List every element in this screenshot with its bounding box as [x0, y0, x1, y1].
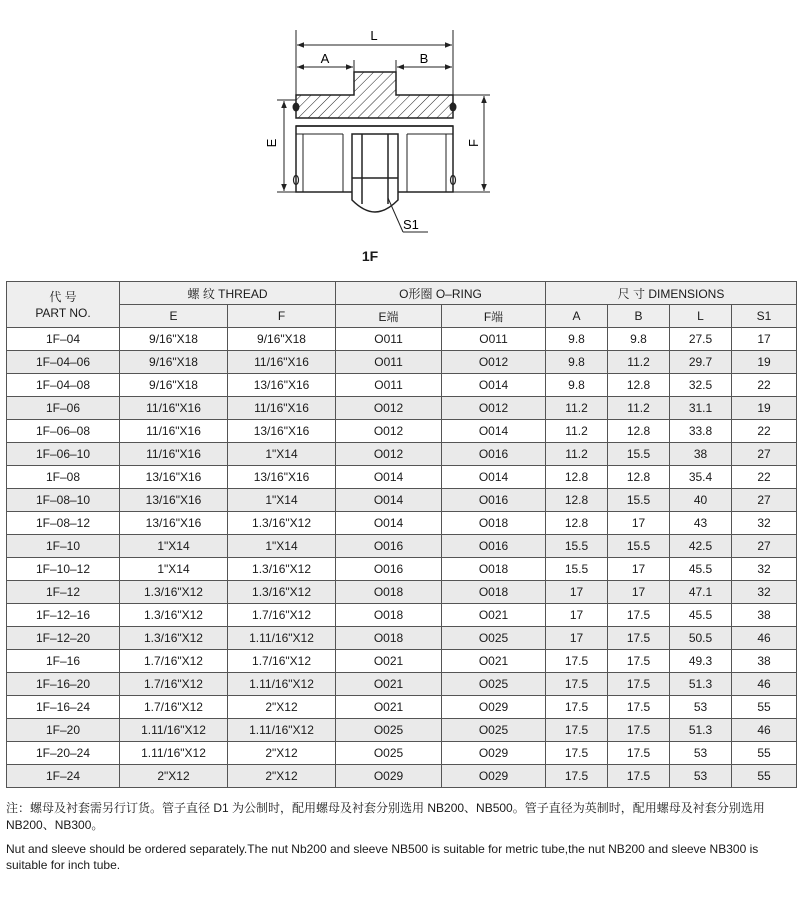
cell-thread-f: 2"X12 [228, 765, 336, 788]
cell-dim-a: 17 [546, 627, 608, 650]
label-f: F [466, 139, 481, 147]
cell-thread-e: 1.3/16"X12 [120, 604, 228, 627]
cell-oring-f: O029 [442, 765, 546, 788]
cell-dim-a: 12.8 [546, 489, 608, 512]
cell-oring-e: O016 [336, 558, 442, 581]
cell-dim-s1: 55 [732, 696, 797, 719]
table-row [7, 328, 797, 351]
cell-thread-f: 1.7/16"X12 [228, 604, 336, 627]
fitting-drawing [0, 0, 800, 278]
cell-dim-b: 17 [608, 512, 670, 535]
table-row [7, 627, 797, 650]
cell-dim-s1: 46 [732, 673, 797, 696]
cell-oring-e: O025 [336, 719, 442, 742]
cell-oring-f: O025 [442, 673, 546, 696]
cell-oring-f: O014 [442, 420, 546, 443]
cell-dim-a: 17.5 [546, 765, 608, 788]
table-row [7, 512, 797, 535]
cell-dim-a: 17.5 [546, 742, 608, 765]
cell-part-no: 1F–08 [7, 466, 120, 489]
cell-dim-a: 12.8 [546, 512, 608, 535]
cell-oring-f: O014 [442, 374, 546, 397]
cell-part-no: 1F–10–12 [7, 558, 120, 581]
cell-thread-f: 11/16"X16 [228, 351, 336, 374]
cell-dim-l: 45.5 [670, 558, 732, 581]
cell-dim-s1: 32 [732, 558, 797, 581]
cell-oring-e: O016 [336, 535, 442, 558]
cell-thread-f: 1.11/16"X12 [228, 719, 336, 742]
cell-dim-s1: 19 [732, 351, 797, 374]
cell-dim-a: 17.5 [546, 673, 608, 696]
header-sub-s1: S1 [732, 305, 797, 328]
cell-dim-s1: 17 [732, 328, 797, 351]
cell-thread-f: 13/16"X16 [228, 466, 336, 489]
cell-dim-a: 9.8 [546, 374, 608, 397]
cell-dim-s1: 22 [732, 374, 797, 397]
header-sub-a: A [546, 305, 608, 328]
cell-part-no: 1F–04–06 [7, 351, 120, 374]
cell-dim-b: 11.2 [608, 351, 670, 374]
cell-dim-b: 12.8 [608, 374, 670, 397]
cell-dim-s1: 55 [732, 765, 797, 788]
cell-part-no: 1F–08–12 [7, 512, 120, 535]
label-l: L [370, 28, 378, 43]
cell-oring-f: O018 [442, 581, 546, 604]
label-s1: S1 [403, 217, 419, 232]
note-chinese: 注：螺母及衬套需另行订货。管子直径 D1 为公制时，配用螺母及衬套分别选用 NB200、NB500。管子直径为英制时，配用螺母及衬套分别选用NB200、NB300。 [6, 801, 765, 832]
cell-thread-f: 13/16"X16 [228, 374, 336, 397]
cell-thread-f: 1.3/16"X12 [228, 558, 336, 581]
header-sub-f: F [228, 305, 336, 328]
table-row [7, 420, 797, 443]
cell-dim-l: 47.1 [670, 581, 732, 604]
cell-part-no: 1F–24 [7, 765, 120, 788]
cell-dim-b: 9.8 [608, 328, 670, 351]
cell-dim-l: 53 [670, 696, 732, 719]
cell-oring-f: O016 [442, 443, 546, 466]
cell-thread-f: 1.3/16"X12 [228, 581, 336, 604]
cell-part-no: 1F–06–10 [7, 443, 120, 466]
cell-oring-f: O025 [442, 627, 546, 650]
cell-oring-e: O012 [336, 397, 442, 420]
cell-oring-e: O029 [336, 765, 442, 788]
cell-oring-f: O018 [442, 512, 546, 535]
cell-oring-e: O011 [336, 328, 442, 351]
cell-thread-e: 1.11/16"X12 [120, 742, 228, 765]
cell-thread-e: 1.7/16"X12 [120, 650, 228, 673]
cell-thread-f: 9/16"X18 [228, 328, 336, 351]
header-sub-e: E [120, 305, 228, 328]
cell-dim-a: 17.5 [546, 650, 608, 673]
label-e: E [264, 138, 279, 148]
cell-dim-l: 31.1 [670, 397, 732, 420]
cell-oring-f: O029 [442, 696, 546, 719]
cell-oring-f: O011 [442, 328, 546, 351]
cell-thread-e: 13/16"X16 [120, 512, 228, 535]
header-thread: 螺 纹 THREAD [120, 282, 336, 305]
cell-oring-e: O018 [336, 627, 442, 650]
cell-oring-f: O012 [442, 397, 546, 420]
cell-dim-b: 17.5 [608, 742, 670, 765]
cell-oring-f: O029 [442, 742, 546, 765]
table-row [7, 443, 797, 466]
cell-dim-b: 17.5 [608, 650, 670, 673]
note-english: Nut and sleeve should be ordered separately.The nut Nb200 and sleeve NB500 is suitable for metric tube,the nut NB200 and sleeve NB300 is suitable for inch tube. [6, 842, 759, 872]
cell-dim-l: 50.5 [670, 627, 732, 650]
table-row [7, 581, 797, 604]
cell-dim-b: 17.5 [608, 627, 670, 650]
table-row [7, 696, 797, 719]
cell-oring-f: O014 [442, 466, 546, 489]
cell-oring-e: O014 [336, 466, 442, 489]
header-sub-l: L [670, 305, 732, 328]
cell-part-no: 1F–04 [7, 328, 120, 351]
cell-dim-s1: 38 [732, 650, 797, 673]
cell-oring-f: O021 [442, 650, 546, 673]
cell-dim-b: 17 [608, 558, 670, 581]
cell-part-no: 1F–04–08 [7, 374, 120, 397]
table-row [7, 719, 797, 742]
header-part-en: PART NO. [35, 305, 91, 320]
cell-dim-a: 17 [546, 604, 608, 627]
cell-dim-s1: 27 [732, 489, 797, 512]
cell-thread-e: 1.7/16"X12 [120, 696, 228, 719]
cell-dim-l: 33.8 [670, 420, 732, 443]
cell-dim-l: 42.5 [670, 535, 732, 558]
cell-dim-a: 11.2 [546, 397, 608, 420]
cell-thread-f: 1.3/16"X12 [228, 512, 336, 535]
cell-thread-e: 9/16"X18 [120, 374, 228, 397]
cell-thread-e: 1.7/16"X12 [120, 673, 228, 696]
cell-oring-f: O018 [442, 558, 546, 581]
cell-thread-e: 1.3/16"X12 [120, 627, 228, 650]
cell-thread-f: 1"X14 [228, 443, 336, 466]
cell-oring-e: O014 [336, 489, 442, 512]
cell-thread-e: 1"X14 [120, 558, 228, 581]
cell-dim-b: 17.5 [608, 673, 670, 696]
cell-thread-f: 1.11/16"X12 [228, 627, 336, 650]
cell-part-no: 1F–06–08 [7, 420, 120, 443]
cell-thread-e: 1.11/16"X12 [120, 719, 228, 742]
cell-dim-s1: 22 [732, 420, 797, 443]
cell-dim-a: 17.5 [546, 696, 608, 719]
cell-dim-s1: 27 [732, 535, 797, 558]
cell-dim-a: 12.8 [546, 466, 608, 489]
cell-part-no: 1F–08–10 [7, 489, 120, 512]
cell-dim-b: 17.5 [608, 719, 670, 742]
cell-oring-f: O016 [442, 489, 546, 512]
cell-dim-l: 51.3 [670, 673, 732, 696]
cell-dim-l: 38 [670, 443, 732, 466]
table-row [7, 558, 797, 581]
cell-dim-a: 15.5 [546, 535, 608, 558]
spec-table [6, 281, 797, 788]
cell-dim-s1: 19 [732, 397, 797, 420]
cell-dim-l: 53 [670, 765, 732, 788]
cell-thread-e: 11/16"X16 [120, 443, 228, 466]
cell-thread-f: 11/16"X16 [228, 397, 336, 420]
cell-part-no: 1F–16 [7, 650, 120, 673]
hex-nut [352, 134, 398, 212]
cell-thread-e: 11/16"X16 [120, 420, 228, 443]
cell-oring-f: O016 [442, 535, 546, 558]
cell-part-no: 1F–20–24 [7, 742, 120, 765]
cell-dim-a: 9.8 [546, 351, 608, 374]
table-row [7, 535, 797, 558]
cell-oring-e: O014 [336, 512, 442, 535]
cell-dim-l: 51.3 [670, 719, 732, 742]
cell-dim-b: 15.5 [608, 489, 670, 512]
cell-oring-e: O021 [336, 696, 442, 719]
cell-dim-b: 11.2 [608, 397, 670, 420]
cell-thread-e: 1"X14 [120, 535, 228, 558]
cell-dim-b: 15.5 [608, 535, 670, 558]
table-row [7, 673, 797, 696]
cell-thread-f: 1"X14 [228, 535, 336, 558]
cell-thread-f: 2"X12 [228, 742, 336, 765]
cell-thread-e: 9/16"X18 [120, 328, 228, 351]
cell-dim-b: 17.5 [608, 696, 670, 719]
cell-dim-a: 9.8 [546, 328, 608, 351]
cell-thread-f: 2"X12 [228, 696, 336, 719]
cell-dim-s1: 38 [732, 604, 797, 627]
cell-part-no: 1F–06 [7, 397, 120, 420]
fitting-section-hatch [296, 72, 453, 118]
cell-oring-f: O025 [442, 719, 546, 742]
cell-part-no: 1F–10 [7, 535, 120, 558]
cell-thread-f: 13/16"X16 [228, 420, 336, 443]
cell-dim-l: 43 [670, 512, 732, 535]
cell-part-no: 1F–12 [7, 581, 120, 604]
cell-dim-a: 17.5 [546, 719, 608, 742]
cell-dim-l: 40 [670, 489, 732, 512]
cell-dim-a: 17 [546, 581, 608, 604]
cell-oring-e: O018 [336, 604, 442, 627]
table-row [7, 466, 797, 489]
cell-dim-l: 45.5 [670, 604, 732, 627]
cell-dim-l: 29.7 [670, 351, 732, 374]
cell-oring-e: O011 [336, 351, 442, 374]
cell-dim-s1: 46 [732, 719, 797, 742]
header-part-no [7, 282, 120, 328]
header-sub-f-end: F端 [442, 305, 546, 328]
cell-part-no: 1F–12–20 [7, 627, 120, 650]
table-body [7, 328, 797, 788]
cell-oring-e: O021 [336, 673, 442, 696]
cell-part-no: 1F–12–16 [7, 604, 120, 627]
table-row [7, 650, 797, 673]
cell-thread-e: 13/16"X16 [120, 489, 228, 512]
header-sub-e-end: E端 [336, 305, 442, 328]
cell-thread-e: 13/16"X16 [120, 466, 228, 489]
cell-thread-e: 1.3/16"X12 [120, 581, 228, 604]
cell-dim-b: 15.5 [608, 443, 670, 466]
cell-oring-e: O018 [336, 581, 442, 604]
cell-dim-l: 53 [670, 742, 732, 765]
cell-dim-s1: 27 [732, 443, 797, 466]
cell-part-no: 1F–16–20 [7, 673, 120, 696]
cell-dim-l: 35.4 [670, 466, 732, 489]
label-b: B [419, 51, 429, 66]
cell-dim-b: 12.8 [608, 466, 670, 489]
header-dimensions: 尺 寸 DIMENSIONS [546, 282, 797, 305]
cell-dim-b: 12.8 [608, 420, 670, 443]
table-row [7, 374, 797, 397]
table-row [7, 765, 797, 788]
cell-dim-s1: 32 [732, 581, 797, 604]
header-part-cn: 代 号 [49, 289, 77, 304]
cell-dim-a: 11.2 [546, 420, 608, 443]
cell-oring-e: O012 [336, 443, 442, 466]
cell-dim-l: 27.5 [670, 328, 732, 351]
cell-dim-s1: 32 [732, 512, 797, 535]
cell-thread-f: 1.7/16"X12 [228, 650, 336, 673]
cell-dim-b: 17.5 [608, 604, 670, 627]
cell-dim-b: 17 [608, 581, 670, 604]
cell-thread-f: 1"X14 [228, 489, 336, 512]
cell-dim-a: 15.5 [546, 558, 608, 581]
cell-oring-f: O021 [442, 604, 546, 627]
header-oring: O形圈 O–RING [336, 282, 546, 305]
cell-dim-s1: 55 [732, 742, 797, 765]
cell-thread-f: 1.11/16"X12 [228, 673, 336, 696]
table-row [7, 489, 797, 512]
table-row [7, 604, 797, 627]
cell-oring-e: O011 [336, 374, 442, 397]
cell-dim-l: 32.5 [670, 374, 732, 397]
cell-dim-a: 11.2 [546, 443, 608, 466]
cell-dim-s1: 22 [732, 466, 797, 489]
table-row [7, 351, 797, 374]
cell-thread-e: 11/16"X16 [120, 397, 228, 420]
cell-oring-e: O025 [336, 742, 442, 765]
cell-thread-e: 2"X12 [120, 765, 228, 788]
cell-oring-f: O012 [442, 351, 546, 374]
table-row [7, 742, 797, 765]
label-a: A [320, 51, 330, 66]
cell-oring-e: O021 [336, 650, 442, 673]
cell-dim-b: 17.5 [608, 765, 670, 788]
cell-thread-e: 9/16"X18 [120, 351, 228, 374]
table-row [7, 397, 797, 420]
cell-part-no: 1F–20 [7, 719, 120, 742]
cell-part-no: 1F–16–24 [7, 696, 120, 719]
figure-caption: 1F [361, 248, 379, 264]
header-sub-b: B [608, 305, 670, 328]
cell-dim-s1: 46 [732, 627, 797, 650]
cell-dim-l: 49.3 [670, 650, 732, 673]
cell-oring-e: O012 [336, 420, 442, 443]
